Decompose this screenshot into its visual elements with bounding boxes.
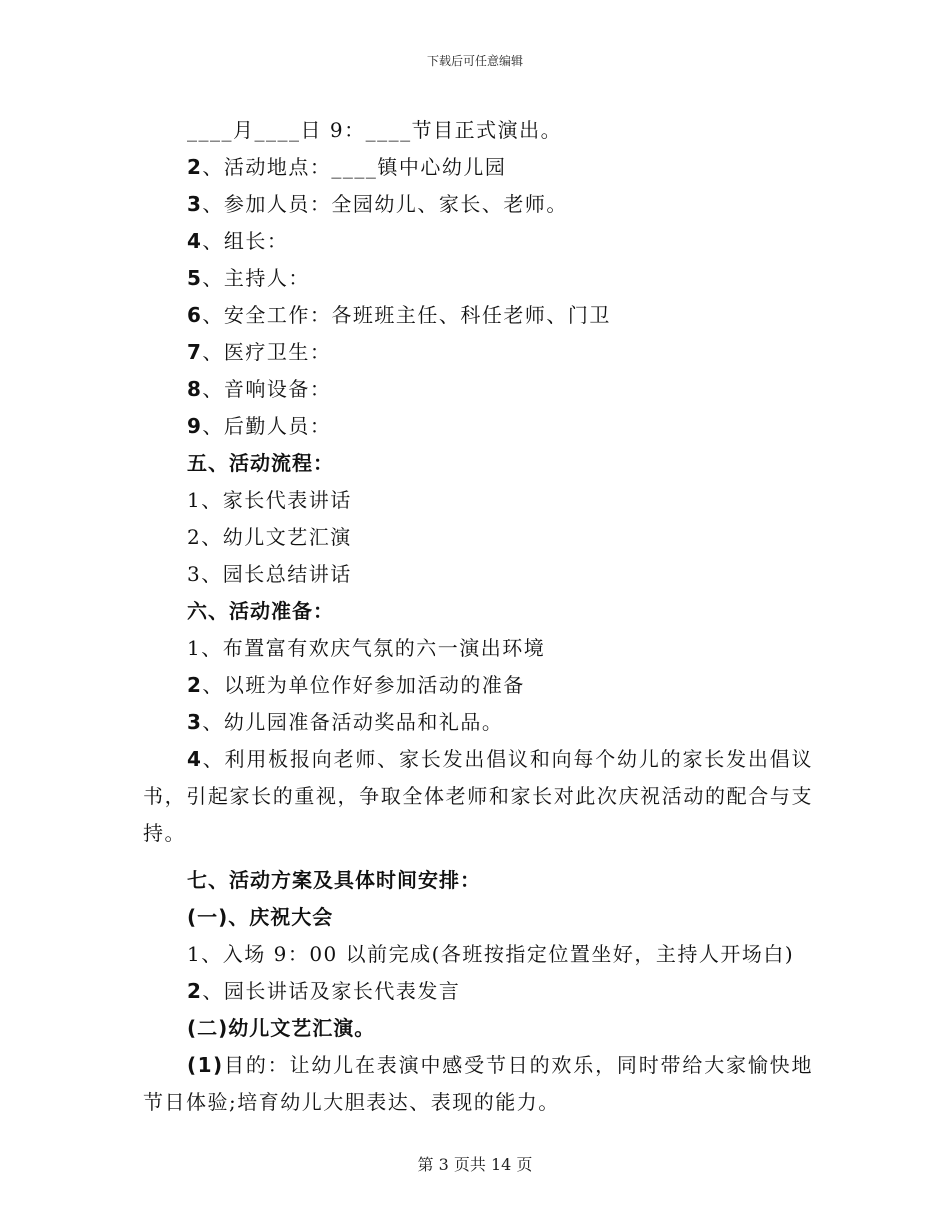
subsection-heading-celebration: (一)、庆祝大会	[187, 905, 334, 929]
item-number: 2	[187, 525, 202, 549]
list-item	[143, 630, 813, 667]
paragraph-proposal	[143, 741, 813, 852]
item-text: 、入场 9：00 以前完成(各班按指定位置坐好，主持人开场白)	[201, 942, 795, 966]
item-text: 、主持人：	[202, 266, 310, 290]
item-number: 1	[187, 488, 202, 512]
item-number: 7	[187, 340, 203, 364]
page-header: 下载后可任意编辑	[426, 54, 523, 68]
item-text: 、布置富有欢庆气氛的六一演出环境	[201, 636, 546, 660]
item-text: 、幼儿文艺汇演	[201, 525, 352, 549]
page-footer: 第 3 页共 14 页	[417, 1155, 533, 1174]
line-participants	[143, 186, 813, 223]
item-text: 、医疗卫生：	[202, 340, 332, 364]
list-item	[143, 704, 813, 741]
paragraph-purpose	[143, 1047, 813, 1121]
item-text: 、以班为单位作好参加活动的准备	[202, 673, 525, 697]
item-number: 2	[187, 673, 203, 697]
item-text: 、安全工作：各班班主任、科任老师、门卫	[202, 303, 611, 327]
item-number: 3	[187, 562, 202, 586]
list-item	[143, 667, 813, 704]
line-group-leader	[143, 223, 813, 260]
list-item	[143, 936, 813, 973]
section-heading-flow: 五、活动流程：	[187, 451, 334, 475]
item-number: 8	[187, 377, 203, 401]
item-text: 、组长：	[202, 229, 289, 253]
item-number: 6	[187, 303, 203, 327]
line-location	[143, 149, 813, 186]
item-number: 1	[187, 636, 202, 660]
item-number: 4	[187, 229, 203, 253]
line-medical	[143, 334, 813, 371]
item-number: 3	[187, 192, 203, 216]
line-host	[143, 260, 813, 297]
list-item	[143, 519, 813, 556]
item-text: 、园长总结讲话	[201, 562, 352, 586]
document-body	[143, 112, 813, 1121]
item-number: 5	[187, 266, 203, 290]
item-text: 、利用板报向老师、家长发出倡议和向每个幼儿的家长发出倡议书，引起家长的重视，争取全体老师和家长对此次庆祝活动的配合与支持。	[143, 747, 813, 845]
item-number: 4	[187, 747, 203, 771]
item-text: 、后勤人员：	[202, 414, 332, 438]
item-text: 、家长代表讲话	[201, 488, 352, 512]
item-text: 目的：让幼儿在表演中感受节日的欢乐，同时带给大家愉快地节日体验;培育幼儿大胆表达、表现的能力。	[143, 1053, 813, 1114]
item-text: 、参加人员：全园幼儿、家长、老师。	[202, 192, 568, 216]
list-item	[143, 556, 813, 593]
line-logistics	[143, 408, 813, 445]
subsection-heading-performance: (二)幼儿文艺汇演。	[187, 1016, 376, 1040]
line-performance-date: ____月____日 9：____节目正式演出。	[187, 118, 563, 142]
line-audio	[143, 371, 813, 408]
item-number: 3	[187, 710, 203, 734]
item-text: 、幼儿园准备活动奖品和礼品。	[202, 710, 504, 734]
item-number: 2	[187, 979, 203, 1003]
item-text: 、音响设备：	[202, 377, 332, 401]
list-item	[143, 973, 813, 1010]
line-safety	[143, 297, 813, 334]
section-heading-schedule: 七、活动方案及具体时间安排：	[187, 868, 481, 892]
list-item	[143, 482, 813, 519]
item-number: (1)	[187, 1053, 224, 1077]
item-text: 、活动地点：____镇中心幼儿园	[202, 155, 507, 179]
item-number: 1	[187, 942, 202, 966]
section-heading-preparation: 六、活动准备：	[187, 599, 334, 623]
item-text: 、园长讲话及家长代表发言	[202, 979, 461, 1003]
item-number: 2	[187, 155, 203, 179]
item-number: 9	[187, 414, 203, 438]
